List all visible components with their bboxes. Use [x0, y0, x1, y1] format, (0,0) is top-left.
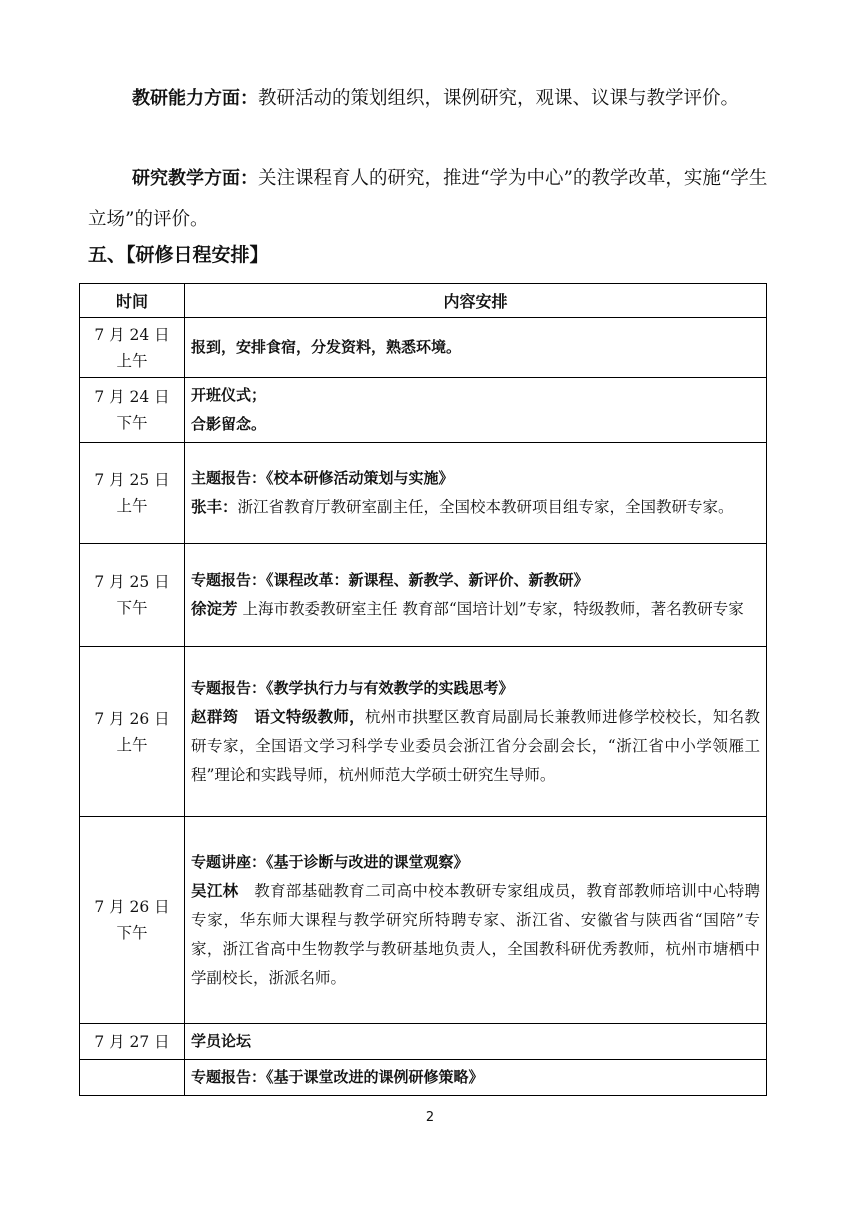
time-text: 7 月 25 日: [94, 471, 170, 489]
paragraph-teaching-research: [88, 78, 768, 119]
paragraph-label: 教研能力方面：: [132, 88, 258, 109]
time-text: 7 月 24 日: [94, 388, 170, 406]
table-row: [80, 544, 767, 647]
time-cell: [80, 647, 185, 817]
content-cell: [185, 1060, 767, 1096]
content-cell: [185, 817, 767, 1024]
speaker-detail: 教育部基础教育二司高中校本教研专家组成员，教育部教师培训中心特聘专家，华东师大课程与教学研究所特聘专家、浙江省、安徽省与陕西省“国陪”专家，浙江省高中生物教学与教研基地负责人，全国教科研优秀教师，杭州市塘栖中学副校长，浙派名师。: [191, 881, 760, 987]
header-content: 内容安排: [185, 284, 767, 318]
content-title: 专题报告：《基于课堂改进的课例研修策略》: [191, 1068, 484, 1086]
paragraph-text: 教研活动的策划组织，课例研究，观课、议课与教学评价。: [258, 88, 740, 109]
time-text: 7 月 26 日: [94, 709, 170, 728]
content-cell: [185, 378, 767, 443]
time-text: 上午: [116, 497, 148, 515]
time-text: 下午: [116, 924, 148, 942]
time-cell: [80, 817, 185, 1024]
content-cell: [185, 443, 767, 544]
content-detail-block: [191, 595, 760, 624]
time-cell: [80, 1024, 185, 1060]
time-text: 7 月 25 日: [94, 573, 170, 591]
time-cell: [80, 1060, 185, 1096]
content-title: 开班仪式；: [191, 386, 267, 404]
time-text: 下午: [116, 599, 148, 617]
content-detail-block: [191, 703, 760, 790]
speaker-detail: 合影留念。: [191, 415, 267, 433]
time-text: 上午: [116, 735, 148, 754]
content-cell: [185, 647, 767, 817]
paragraph-research-teaching: [88, 158, 768, 240]
time-text: 7 月 27 日: [94, 1032, 170, 1051]
time-text: 7 月 26 日: [94, 898, 170, 916]
paragraph-label: 研究教学方面：: [132, 168, 258, 189]
table-header-row: [80, 284, 767, 318]
content-title: 专题报告：《教学执行力与有效教学的实践思考》: [191, 678, 514, 697]
content-title: 学员论坛: [191, 1032, 252, 1050]
speaker-detail: 杭州市拱墅区教育局副局长兼教师进修学校校长，知名教研专家，全国语文学习科学专业委员会浙江省分会副会长，“浙江省中小学领雁工程”理论和实践导师，杭州师范大学硕士研究生导师。: [191, 707, 760, 784]
table-row: [80, 817, 767, 1024]
speaker-detail: 浙江省教育厅教研室副主任，全国校本教研项目组专家，全国教研专家。: [237, 498, 734, 516]
time-text: 下午: [116, 414, 148, 432]
paragraph-text: 关注课程育人的研究，推进“学为中心”的教学改革，实施“学生立场”的评价。: [88, 168, 768, 230]
content-detail-block: [191, 410, 760, 439]
content-detail-block: [191, 877, 760, 993]
time-cell: [80, 544, 185, 647]
time-text: 上午: [116, 351, 148, 370]
section-heading: 五、【研修日程安排】: [88, 244, 269, 266]
page-number: 2: [425, 1110, 435, 1125]
time-cell: [80, 378, 185, 443]
speaker-name: 徐淀芳: [191, 600, 238, 618]
content-detail-block: [191, 493, 760, 522]
content-title: 专题讲座：《基于诊断与改进的课堂观察》: [191, 852, 469, 871]
table-row: [80, 647, 767, 817]
speaker-name: 赵群筠 语文特级教师，: [191, 707, 365, 726]
content-cell: [185, 318, 767, 378]
speaker-name: 张丰：: [191, 498, 238, 516]
header-time: 时间: [80, 284, 185, 318]
content-title: 主题报告：《校本研修活动策划与实施》: [191, 469, 454, 487]
table-row: [80, 318, 767, 378]
table-row: [80, 378, 767, 443]
content-cell: [185, 544, 767, 647]
time-text: 7 月 24 日: [94, 325, 170, 344]
time-cell: [80, 443, 185, 544]
table-row: [80, 1060, 767, 1096]
schedule-table: [79, 283, 767, 1096]
table-row: [80, 443, 767, 544]
speaker-name: 吴江林: [191, 881, 239, 900]
content-cell: [185, 1024, 767, 1060]
content-title: 报到，安排食宿，分发资料，熟悉环境。: [191, 338, 462, 356]
speaker-detail: 上海市教委教研室主任 教育部“国培计划”专家，特级教师，著名教研专家: [237, 600, 744, 618]
table-row: [80, 1024, 767, 1060]
content-title: 专题报告：《课程改革：新课程、新教学、新评价、新教研》: [191, 571, 589, 589]
time-cell: [80, 318, 185, 378]
